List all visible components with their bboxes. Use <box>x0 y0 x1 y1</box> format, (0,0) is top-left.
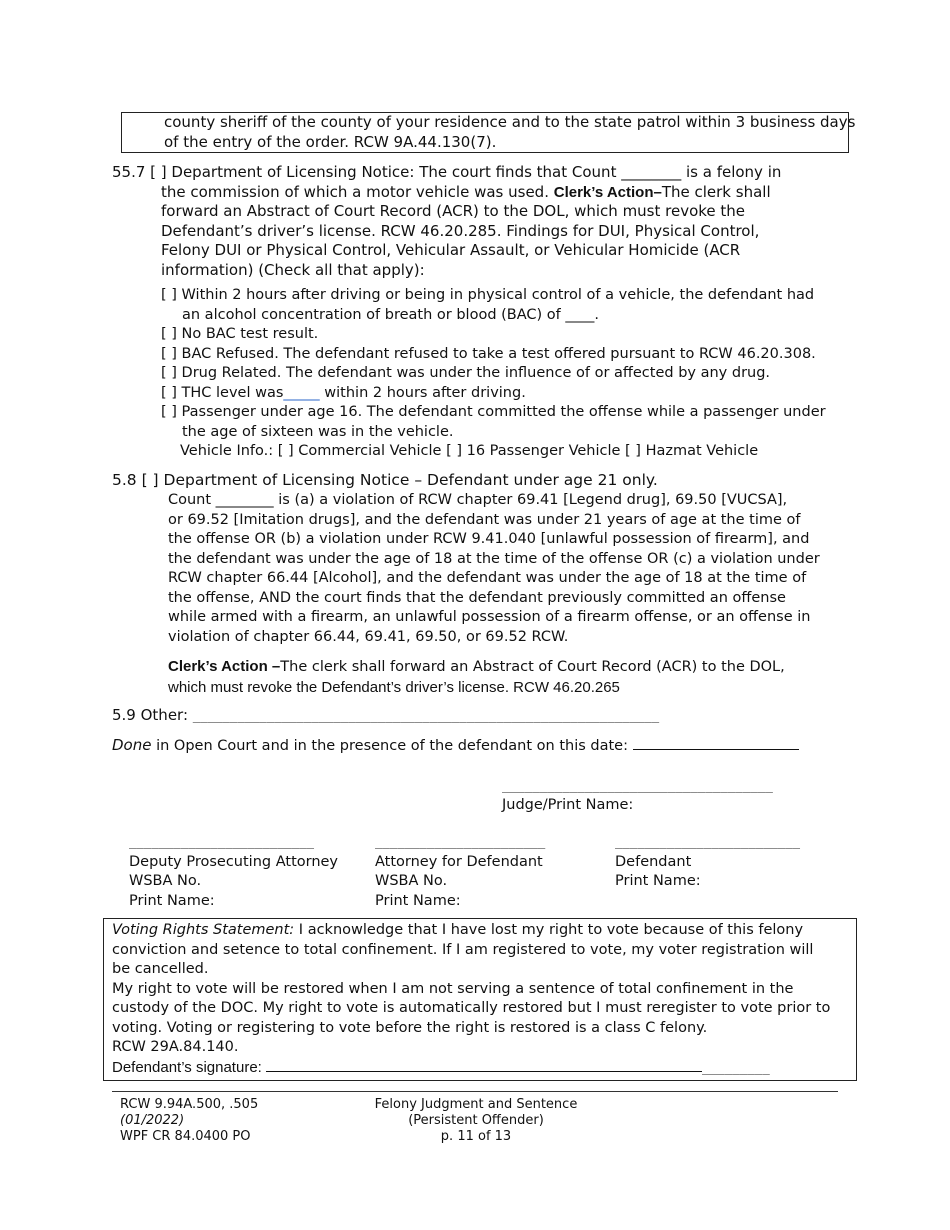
done-line <box>112 735 799 757</box>
dpa-wsba: WSBA No. <box>129 873 202 889</box>
section-55-7 <box>112 163 781 280</box>
s58-line-8: violation of chapter 66.44, 69.41, 69.50, or 69.52 RCW. <box>168 628 569 645</box>
defendant-print-name: Print Name: <box>615 873 701 889</box>
s557-line-1: 55.7 [ ] Department of Licensing Notice: The court finds that Count ________ is a felony in <box>112 163 782 181</box>
date-field[interactable] <box>633 735 799 750</box>
checkbox-item-passenger[interactable]: [ ] Passenger under age 16. The defendant committed the offense while a passenger under <box>161 404 826 420</box>
voting-text-1: I acknowledge that I have lost my right to vote because of this felony <box>294 922 804 938</box>
s557-line-6: information) (Check all that apply): <box>161 260 425 279</box>
s58-line-3: the offense OR (b) a violation under RCW 9.41.040 [unlawful possession of firearm], and <box>168 531 810 547</box>
s58-clerk-label: Clerk’s Action – <box>168 658 281 675</box>
s557-line-5: Felony DUI or Physical Control, Vehicular Assault, or Vehicular Homicide (ACR <box>161 241 741 259</box>
section-5-9 <box>112 706 659 727</box>
footer-center <box>356 1097 596 1145</box>
vehicle-info[interactable]: Vehicle Info.: [ ] Commercial Vehicle [ ] 16 Passenger Vehicle [ ] Hazmat Vehicle <box>180 443 759 459</box>
checkbox-item-passenger-cont: the age of sixteen was in the vehicle. <box>182 423 454 440</box>
checkbox-item-thc[interactable]: [ ] THC level was_____ within 2 hours after driving. <box>161 384 526 401</box>
voting-line-7: RCW 29A.84.140. <box>112 1039 239 1055</box>
dpa-signature-line[interactable]: _________________________ <box>129 835 315 849</box>
continued-text-box <box>121 112 856 153</box>
judge-signature <box>502 776 773 815</box>
checkbox-item-bac-2hours-cont: an alcohol concentration of breath or blood (BAC) of ____. <box>182 306 599 323</box>
clerk-action-label: Clerk’s Action– <box>553 183 662 201</box>
footer-rcw: RCW 9.94A.500, .505 <box>120 1097 259 1112</box>
s58-line-1: Count ________ is (a) a violation of RCW chapter 69.41 [Legend drug], 69.50 [VUCSA], <box>168 492 788 508</box>
defense-title: Attorney for Defendant <box>375 853 543 870</box>
section-5-8 <box>112 471 658 491</box>
voting-line-6: voting. Voting or registering to vote before the right is restored is a class C felony. <box>112 1019 708 1036</box>
s557-line-3: forward an Abstract of Court Record (ACR) to the DOL, which must revoke the <box>161 202 746 220</box>
s557-line-2: the commission of which a motor vehicle was used. Clerk’s Action–The clerk shall <box>161 182 771 201</box>
footer-form-id: WPF CR 84.0400 PO <box>120 1129 251 1144</box>
footer-title: Felony Judgment and Sentence <box>374 1097 578 1112</box>
s58-line-6: the offense, AND the court finds that the defendant previously committed an offense <box>168 589 786 606</box>
box-line-1: county sheriff of the county of your residence and to the state patrol within 3 business days <box>164 113 856 131</box>
s58-clerk-text-2: which must revoke the Defendant’s driver’s license. RCW 46.20.265 <box>168 678 620 696</box>
defense-signature-line[interactable]: _______________________ <box>375 835 546 849</box>
acr-checklist <box>161 286 826 462</box>
s59-label: 5.9 Other: <box>112 706 193 724</box>
defense-wsba: WSBA No. <box>375 873 448 889</box>
footer-left <box>120 1097 258 1145</box>
footer-subtitle: (Persistent Offender) <box>408 1113 544 1128</box>
signature-tail: _________ <box>702 1059 770 1075</box>
s58-clerk-action <box>168 657 785 697</box>
defense-print-name: Print Name: <box>375 892 461 909</box>
s58-line-5: RCW chapter 66.44 [Alcohol], and the defendant was under the age of 18 at the time of <box>168 570 807 586</box>
s58-line-7: while armed with a firearm, an unlawful possession of a firearm offense, or an offense in <box>168 609 811 625</box>
defendant-title: Defendant <box>615 853 692 870</box>
checkbox-item-drug-related[interactable]: [ ] Drug Related. The defendant was under the influence of or affected by any drug. <box>161 365 771 381</box>
s58-heading: 5.8 [ ] Department of Licensing Notice – Defendant under age 21 only. <box>112 471 658 489</box>
signature-defense-attorney <box>375 833 545 911</box>
checkbox-item-bac-2hours[interactable]: [ ] Within 2 hours after driving or being in physical control of a vehicle, the defendant had <box>161 287 815 303</box>
voting-line-2: conviction and setence to total confinement. If I am registered to vote, my voter registration will <box>112 941 814 958</box>
defendant-signature-field[interactable] <box>266 1058 702 1072</box>
signature-defendant <box>615 833 800 892</box>
done-italic: Done <box>112 736 152 754</box>
footer-page: p. 11 of 13 <box>440 1129 512 1144</box>
other-blank[interactable]: _______________________________________________________________ <box>192 709 660 723</box>
dpa-print-name: Print Name: <box>129 892 215 909</box>
s557-line-4: Defendant’s driver’s license. RCW 46.20.285. Findings for DUI, Physical Control, <box>161 221 760 240</box>
voting-line-3: be cancelled. <box>112 961 209 977</box>
voting-rights-box <box>103 918 857 1081</box>
voting-line-4: My right to vote will be restored when I am not serving a sentence of total confinement in the <box>112 980 794 997</box>
dpa-title: Deputy Prosecuting Attorney <box>129 853 339 870</box>
checkbox-item-no-bac[interactable]: [ ] No BAC test result. <box>161 326 319 342</box>
checkbox-item-bac-refused[interactable]: [ ] BAC Refused. The defendant refused to take a test offered pursuant to RCW 46.20.308. <box>161 345 816 362</box>
s58-body <box>168 491 820 647</box>
voting-line-5: custody of the DOC. My right to vote is automatically restored but I must reregister to vote prior to <box>112 1000 831 1016</box>
signature-dpa <box>129 833 338 911</box>
done-text: in Open Court and in the presence of the defendant on this date: <box>151 738 633 754</box>
s58-line-2: or 69.52 [Imitation drugs], and the defendant was under 21 years of age at the time of <box>168 511 801 528</box>
signature-label: Defendant’s signature: <box>112 1058 266 1076</box>
judge-label: Judge/Print Name: <box>502 796 634 813</box>
footer-rule <box>112 1091 838 1092</box>
voting-label: Voting Rights Statement: <box>112 922 295 938</box>
defendant-signature-line[interactable]: _________________________ <box>615 835 801 849</box>
s58-clerk-text-1: The clerk shall forward an Abstract of Court Record (ACR) to the DOL, <box>280 659 785 675</box>
thc-blank[interactable]: _____ <box>283 384 320 401</box>
footer-date: (01/2022) <box>120 1113 185 1128</box>
box-line-2: of the entry of the order. RCW 9A.44.130(7). <box>164 132 497 151</box>
judge-signature-line[interactable]: ____________________________________ <box>502 778 773 793</box>
s58-line-4: the defendant was under the age of 18 at the time of the offense OR (c) a violation under <box>168 550 820 567</box>
